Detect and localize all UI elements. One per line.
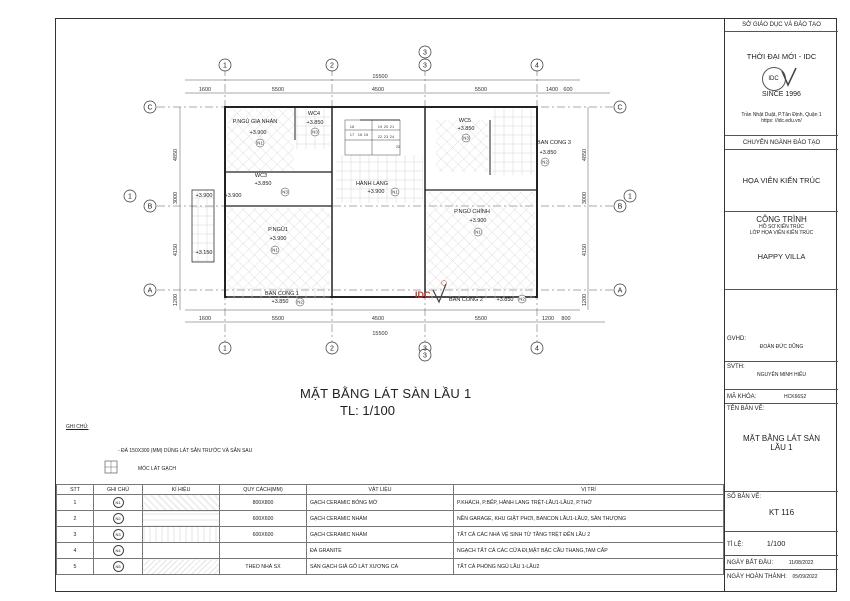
drawing-scale: TL: 1/100 [340,403,395,418]
dim-text: 1200 [582,293,588,307]
section-marker-label: 1 [628,193,632,201]
svg-text:N1: N1 [257,140,263,146]
note-line-2: MÓC LÁT GẠCH [138,466,176,472]
col-header: QUY CÁCH(MM) [220,485,307,495]
start-date: 11/08/2022 [788,560,814,566]
tile-marker-icon [104,460,118,474]
section-marker-label: 3 [423,352,427,360]
dim-text: 800 [561,316,571,322]
dim-text: 1600 [198,87,212,93]
grid-row-label: A [147,287,153,295]
title-block: SỞ GIÁO DỤC VÀ ĐÀO TẠO THỜI ĐẠI MỚI - IDC IDC SINCE 1996 Trần Nhật Duật, P.Tân Định, Quận 1 https: //idc.edu.vn/ CHUYÊN NGÀNH ĐÀO TẠO HỌA VIÊN KIẾN TRÚC CÔNG TRÌNH HỒ SƠ KIẾN TRÚC LỚP HỌA VIÊN KIẾN TRÚC HAPPY VILLA GVHD: ĐOÀN ĐỨC DŨNG SVTH: NGUYỄN MINH HIẾU MÃ KHÓA: HCK66S2 TÊN BẢN VẼ: MẶT BẰNG LÁT SÀN LẦU 1 SỐ BẢN VẼ: KT 116 TỈ LỆ: 1/100 NGÀY BẮT ĐẦU: 11/08/2022 NGÀY HOÀN THÀNH: 05/09/2022 [724,18,837,592]
project-label: CÔNG TRÌNH [756,215,807,224]
svg-text:N1: N1 [392,189,398,195]
room-level: +3.900 [367,189,385,195]
material-tag: N2 [113,513,124,524]
gvhd: ĐOÀN ĐỨC DŨNG [759,344,804,350]
dim-text: 600 [563,87,573,93]
dim-text: 5500 [271,87,285,93]
drawing-title: MẶT BẰNG LÁT SÀN LẦU 1 [300,386,472,401]
major: HỌA VIÊN KIẾN TRÚC [725,150,838,212]
material-tag: N3 [113,529,124,540]
material-tag: N1 [113,497,124,508]
grid-col-label: 2 [330,62,334,70]
svg-text:N3: N3 [312,129,318,135]
room-level: +3.900 [224,193,242,199]
svg-text:17: 17 [349,132,355,137]
dim-text: 5500 [474,316,488,322]
grid-row-label: B [147,203,153,211]
dim-text: 4850 [173,148,179,162]
school-name: THỜI ĐẠI MỚI - IDC [746,52,817,61]
svg-text:N2: N2 [519,296,525,302]
table-row: 5 N5 THEO NHÀ SX SÀN GẠCH GIẢ GỖ LÁT XƯƠNG CÁ TẤT CẢ PHÒNG NGỦ LẦU 1-LẦU2 [57,559,724,575]
section-marker-label: 3 [423,49,427,57]
col-header: GHI CHÚ [94,485,143,495]
svg-text:N3: N3 [282,189,288,195]
grid-row-label: A [617,287,623,295]
svg-text:22: 22 [377,134,383,139]
col-header: VẬT LIỆU [307,485,454,495]
dim-text: 1200 [541,316,555,322]
dept: SỞ GIÁO DỤC VÀ ĐÀO TẠO [725,18,838,32]
since: SINCE 1996 [762,91,801,98]
material-tag: N4 [113,545,124,556]
svth: NGUYỄN MINH HIẾU [757,372,806,378]
pattern-swatch [143,495,220,511]
svg-text:16: 16 [357,132,363,137]
dim-text: 5500 [271,316,285,322]
room-level: +3.850 [496,297,514,303]
dim-text: 1400 [545,87,559,93]
svg-text:23: 23 [383,134,389,139]
col-header: KÍ HIỆU [143,485,220,495]
idc-logo: IDC [762,65,802,91]
grid-col-label: 3 [423,345,427,353]
room-name: WC3 [254,173,268,179]
grid-col-label: 1 [223,345,227,353]
room-level: +3.900 [269,236,287,242]
dim-text: 4500 [371,87,385,93]
sheet-number: KT 116 [768,508,795,517]
note-line-1: - ĐÁ 150X300 (MM) DÙNG LÁT SÂN TRƯỚC VÀ SÂN SAU [118,448,253,454]
room-name: WC4 [307,111,321,117]
dim-text: 5500 [474,87,488,93]
svg-text:20: 20 [383,124,389,129]
website: https: //idc.edu.vn/ [761,118,802,124]
room-level: +3.850 [254,181,272,187]
svg-text:N2: N2 [297,299,303,305]
pattern-swatch [143,511,220,527]
room-name: BAN CONG 1 [265,291,299,297]
dim-total-top: 15500 [372,74,388,80]
table-row: 1 N1 800X800 GẠCH CERAMIC BÓNG MỜ P.KHÁCH, P.BẾP, HÀNH LANG TRỆT-LẦU1-LẦU2, P.THỜ [57,495,724,511]
col-header: VỊ TRÍ [454,485,724,495]
table-row: 2 N2 600X600 GẠCH CERAMIC NHÁM NỀN GARAGE, KHU GIẶT PHƠI, BANCON LẦU1-LẦU2, SÂN THƯỢNG [57,511,724,527]
dim-text: 3000 [582,191,588,205]
notes-heading: GHI CHÚ: [66,424,89,430]
pattern-swatch [143,559,220,575]
dim-text: 4500 [371,316,385,322]
project-name: HAPPY VILLA [757,252,806,261]
room-name: P.NGỦ GIA NHÂN [232,119,278,125]
table-row: 3 N3 600X600 GẠCH CERAMIC NHÁM TẤT CẢ CÁC NHÀ VỆ SINH TỪ TẦNG TRỆT ĐẾN LẦU 2 [57,527,724,543]
dim-text: 4150 [173,243,179,257]
room-level: +3.900 [195,193,213,199]
svg-text:25: 25 [395,144,401,149]
table-row: 4 N4 ĐÁ GRANITE NGẠCH TẤT CẢ CÁC CỬA ĐI,MẶT BẬC CẦU THANG,TAM CẤP [57,543,724,559]
room-level: +3.150 [195,250,213,256]
room-name: BAN CONG 2 [449,297,483,303]
col-header: STT [57,485,94,495]
room-level: +3.850 [539,150,557,156]
dim-text: 4850 [582,148,588,162]
grid-col-label: 3 [423,62,427,70]
pattern-swatch [143,543,220,559]
dim-text: 1600 [198,316,212,322]
dim-text: 1200 [173,293,179,307]
dim-text: 3000 [173,191,179,205]
grid-col-label: 2 [330,345,334,353]
dim-text: 4150 [582,243,588,257]
svg-text:21: 21 [389,124,395,129]
room-name: P.NGỦ CHÍNH [454,209,490,215]
room-level: +3.900 [249,130,267,136]
section-marker-label: 1 [128,193,132,201]
room-level: +3.900 [469,218,487,224]
room-name: P.NGỦ1 [268,227,288,233]
room-level: +3.850 [457,126,475,132]
makhoa: HCK66S2 [784,394,807,400]
svg-text:N2: N2 [542,159,548,165]
dim-total-bottom: 15500 [372,331,388,337]
address: Trần Nhật Duật, P.Tân Định, Quận 1 [741,112,822,118]
svg-text:24: 24 [389,134,395,139]
grid-col-label: 1 [223,62,227,70]
grid-col-label: 4 [535,345,539,353]
svg-text:N1: N1 [272,247,278,253]
end-date: 05/09/2022 [792,574,818,580]
grid-col-label: 4 [535,62,539,70]
svg-text:N3: N3 [463,135,469,141]
scale: 1/100 [766,539,786,548]
room-name: HÀNH LANG [355,181,389,187]
material-tag: N5 [113,561,124,572]
grid-row-label: C [617,104,623,112]
svg-text:18: 18 [349,124,355,129]
materials-legend-table [56,484,724,575]
grid-row-label: C [147,104,153,112]
room-level: +3.850 [271,299,289,305]
grid-row-label: B [617,203,623,211]
svg-text:19: 19 [377,124,383,129]
room-name: WC5 [458,118,472,124]
room-level: +3.850 [306,120,324,126]
svg-text:15: 15 [363,132,369,137]
svg-text:N1: N1 [475,229,481,235]
major-label: CHUYÊN NGÀNH ĐÀO TẠO [725,136,838,150]
pattern-swatch [143,527,220,543]
svg-text:IDC: IDC [415,290,431,300]
room-name: BAN CONG 3 [537,140,571,146]
drawing-name: MẶT BẰNG LÁT SÀN [742,434,821,443]
